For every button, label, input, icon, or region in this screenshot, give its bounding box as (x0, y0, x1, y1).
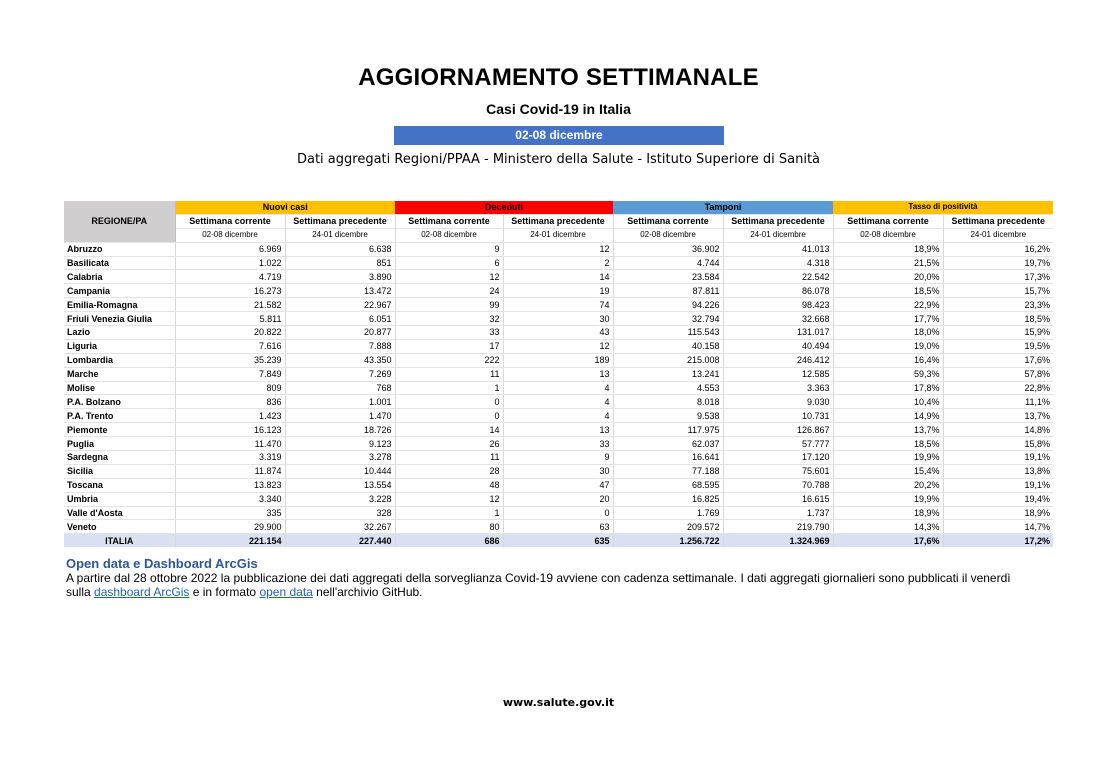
table-row (64, 353, 1053, 367)
table-cell: 18,0% (833, 326, 943, 340)
table-cell: 12 (503, 339, 613, 353)
table-cell: 22.542 (723, 270, 833, 284)
table-cell: 10.731 (723, 409, 833, 423)
table-cell: 48 (395, 478, 503, 492)
region-name: Umbria (64, 492, 175, 506)
table-cell: 222 (395, 353, 503, 367)
table-cell: 19,5% (943, 339, 1053, 353)
table-cell: 4 (503, 409, 613, 423)
table-cell: 40.494 (723, 339, 833, 353)
table-row (64, 409, 1053, 423)
table-cell: 15,8% (943, 437, 1053, 451)
region-name: Puglia (64, 437, 175, 451)
table-cell: 12.585 (723, 367, 833, 381)
table-cell: 18,5% (833, 284, 943, 298)
table-cell: 19,9% (833, 492, 943, 506)
subheader-current-week: Settimana corrente (613, 214, 723, 228)
table-cell: 62.037 (613, 437, 723, 451)
data-source-note: Dati aggregati Regioni/PPAA - Ministero della Salute - Istituto Superiore di Sanità (296, 152, 821, 167)
table-cell: 57,8% (943, 367, 1053, 381)
table-cell: 11.470 (175, 437, 285, 451)
region-name: Piemonte (64, 423, 175, 437)
table-cell: 9.538 (613, 409, 723, 423)
group-header-deaths: Deceduti (395, 201, 613, 214)
table-cell: 86.078 (723, 284, 833, 298)
table-row (64, 437, 1053, 451)
table-cell: 15,7% (943, 284, 1053, 298)
total-label: ITALIA (64, 534, 175, 547)
open-data-text: nell'archivio GitHub. (312, 585, 423, 599)
table-cell: 40.158 (613, 339, 723, 353)
table-cell: 6 (395, 256, 503, 270)
table-row (64, 298, 1053, 312)
table-cell: 851 (285, 256, 395, 270)
region-name: Calabria (64, 270, 175, 284)
table-cell: 13.472 (285, 284, 395, 298)
table-cell: 3.363 (723, 381, 833, 395)
table-cell: 11.874 (175, 464, 285, 478)
table-cell: 16,2% (943, 242, 1053, 256)
table-cell: 7.269 (285, 367, 395, 381)
table-cell: 17,2% (943, 534, 1053, 547)
open-data-paragraph (66, 571, 1066, 599)
table-row (64, 256, 1053, 270)
table-cell: 20.822 (175, 326, 285, 340)
open-data-text: e in formato (189, 585, 260, 599)
table-cell: 9 (503, 451, 613, 465)
table-cell: 3.278 (285, 451, 395, 465)
table-cell: 18,9% (833, 506, 943, 520)
subheader-previous-week: Settimana precedente (285, 214, 395, 228)
table-cell: 98.423 (723, 298, 833, 312)
table-cell: 11 (395, 451, 503, 465)
table-cell: 1.022 (175, 256, 285, 270)
table-cell: 6.051 (285, 312, 395, 326)
table-cell: 1 (395, 506, 503, 520)
table-row (64, 506, 1053, 520)
table-row (64, 312, 1053, 326)
subheader-previous-week: Settimana precedente (503, 214, 613, 228)
table-cell: 9.123 (285, 437, 395, 451)
group-header-positivity-rate: Tasso di positività (833, 201, 1053, 214)
table-cell: 99 (395, 298, 503, 312)
table-cell: 3.319 (175, 451, 285, 465)
table-row (64, 492, 1053, 506)
region-name: Valle d'Aosta (64, 506, 175, 520)
table-cell: 2 (503, 256, 613, 270)
table-cell: 13,7% (943, 409, 1053, 423)
region-name: Liguria (64, 339, 175, 353)
table-cell: 126.867 (723, 423, 833, 437)
date-current-week: 02-08 dicembre (395, 228, 503, 242)
table-cell: 77.188 (613, 464, 723, 478)
table-cell: 5.811 (175, 312, 285, 326)
table-cell: 87.811 (613, 284, 723, 298)
region-name: Friuli Venezia Giulia (64, 312, 175, 326)
region-name: Sardegna (64, 451, 175, 465)
table-cell: 17,6% (943, 353, 1053, 367)
group-header-new-cases: Nuovi casi (175, 201, 395, 214)
table-cell: 32.267 (285, 520, 395, 534)
table-cell: 63 (503, 520, 613, 534)
table-cell: 22,9% (833, 298, 943, 312)
table-cell: 3.228 (285, 492, 395, 506)
table-cell: 13.554 (285, 478, 395, 492)
date-previous-week: 24-01 dicembre (503, 228, 613, 242)
table-cell: 13.823 (175, 478, 285, 492)
table-cell: 9 (395, 242, 503, 256)
table-cell: 33 (503, 437, 613, 451)
table-cell: 18,9% (833, 242, 943, 256)
table-cell: 16.615 (723, 492, 833, 506)
table-cell: 4.744 (613, 256, 723, 270)
table-cell: 10,4% (833, 395, 943, 409)
open-data-text: A partire dal 28 ottobre 2022 la pubblicazione dei dati aggregati della sorveglianza Covid-19 avviene con cadenza settimanale. I dati aggregati giornalieri sono pubblicati il venerdì (66, 571, 1011, 585)
table-cell: 227.440 (285, 534, 395, 547)
table-cell: 0 (503, 506, 613, 520)
region-name: Campania (64, 284, 175, 298)
footer-website: www.salute.gov.it (502, 696, 615, 709)
table-cell: 16.273 (175, 284, 285, 298)
table-cell: 16,4% (833, 353, 943, 367)
table-cell: 1.324.969 (723, 534, 833, 547)
table-body (64, 242, 1053, 534)
table-cell: 11,1% (943, 395, 1053, 409)
page-title: AGGIORNAMENTO SETTIMANALE (358, 64, 759, 91)
region-name: Lombardia (64, 353, 175, 367)
table-row (64, 367, 1053, 381)
table-cell: 768 (285, 381, 395, 395)
table-cell: 215.008 (613, 353, 723, 367)
table-cell: 94.226 (613, 298, 723, 312)
table-cell: 17,6% (833, 534, 943, 547)
table-row (64, 339, 1053, 353)
table-row (64, 520, 1053, 534)
table-cell: 6.969 (175, 242, 285, 256)
subheader-previous-week: Settimana precedente (723, 214, 833, 228)
table-cell: 4 (503, 381, 613, 395)
table-cell: 14,3% (833, 520, 943, 534)
date-current-week: 02-08 dicembre (613, 228, 723, 242)
table-cell: 36.902 (613, 242, 723, 256)
table-cell: 335 (175, 506, 285, 520)
table-cell: 29.900 (175, 520, 285, 534)
table-cell: 4.553 (613, 381, 723, 395)
table-cell: 4.719 (175, 270, 285, 284)
table-cell: 70.788 (723, 478, 833, 492)
region-name: Sicilia (64, 464, 175, 478)
table-row (64, 270, 1053, 284)
open-data-link[interactable]: open data (259, 585, 313, 599)
table-cell: 32.794 (613, 312, 723, 326)
table-cell: 20.877 (285, 326, 395, 340)
table-cell: 41.013 (723, 242, 833, 256)
region-name: Veneto (64, 520, 175, 534)
table-cell: 3.890 (285, 270, 395, 284)
table-cell: 23.584 (613, 270, 723, 284)
region-name: Basilicata (64, 256, 175, 270)
table-row (64, 478, 1053, 492)
table-cell: 75.601 (723, 464, 833, 478)
table-cell: 14,7% (943, 520, 1053, 534)
table-cell: 18,5% (833, 437, 943, 451)
table-cell: 19,1% (943, 478, 1053, 492)
table-cell: 4.318 (723, 256, 833, 270)
table-cell: 809 (175, 381, 285, 395)
subheader-current-week: Settimana corrente (833, 214, 943, 228)
table-cell: 18,5% (943, 312, 1053, 326)
table-cell: 35.239 (175, 353, 285, 367)
table-cell: 7.849 (175, 367, 285, 381)
subheader-current-week: Settimana corrente (395, 214, 503, 228)
table-cell: 17,3% (943, 270, 1053, 284)
table-cell: 17 (395, 339, 503, 353)
table-cell: 131.017 (723, 326, 833, 340)
region-name: Abruzzo (64, 242, 175, 256)
table-cell: 19,4% (943, 492, 1053, 506)
table-row (64, 284, 1053, 298)
table-cell: 209.572 (613, 520, 723, 534)
period-banner: 02-08 dicembre (394, 126, 724, 145)
table-cell: 21,5% (833, 256, 943, 270)
table-cell: 16.641 (613, 451, 723, 465)
table-cell: 14,9% (833, 409, 943, 423)
table-cell: 1.470 (285, 409, 395, 423)
region-name: Toscana (64, 478, 175, 492)
subheader-previous-week: Settimana precedente (943, 214, 1053, 228)
table-cell: 19,0% (833, 339, 943, 353)
date-previous-week: 24-01 dicembre (943, 228, 1053, 242)
table-row (64, 381, 1053, 395)
table-cell: 1.001 (285, 395, 395, 409)
table-cell: 14,8% (943, 423, 1053, 437)
table-cell: 10.444 (285, 464, 395, 478)
open-data-heading: Open data e Dashboard ArcGis (66, 556, 258, 571)
region-name: P.A. Trento (64, 409, 175, 423)
table-cell: 19 (503, 284, 613, 298)
date-previous-week: 24-01 dicembre (723, 228, 833, 242)
table-cell: 635 (503, 534, 613, 547)
table-cell: 14 (503, 270, 613, 284)
table-cell: 18.726 (285, 423, 395, 437)
table-cell: 16.825 (613, 492, 723, 506)
table-cell: 43 (503, 326, 613, 340)
table-cell: 20,2% (833, 478, 943, 492)
date-current-week: 02-08 dicembre (175, 228, 285, 242)
region-column-header: REGIONE/PA (64, 201, 175, 242)
table-cell: 9.030 (723, 395, 833, 409)
table-cell: 68.595 (613, 478, 723, 492)
table-row (64, 423, 1053, 437)
table-cell: 43.350 (285, 353, 395, 367)
table-cell: 32 (395, 312, 503, 326)
total-row (64, 534, 1053, 547)
table-cell: 686 (395, 534, 503, 547)
table-row (64, 464, 1053, 478)
table-cell: 59,3% (833, 367, 943, 381)
subheader-current-week: Settimana corrente (175, 214, 285, 228)
table-cell: 20,0% (833, 270, 943, 284)
table-cell: 24 (395, 284, 503, 298)
table-cell: 117.975 (613, 423, 723, 437)
table-cell: 21.582 (175, 298, 285, 312)
table-cell: 18,9% (943, 506, 1053, 520)
table-cell: 19,1% (943, 451, 1053, 465)
table-cell: 328 (285, 506, 395, 520)
table-cell: 22.967 (285, 298, 395, 312)
table-cell: 1 (395, 381, 503, 395)
table-cell: 12 (395, 492, 503, 506)
table-cell: 57.777 (723, 437, 833, 451)
table-cell: 219.790 (723, 520, 833, 534)
table-cell: 30 (503, 312, 613, 326)
table-cell: 1.256.722 (613, 534, 723, 547)
table-row (64, 395, 1053, 409)
table-cell: 26 (395, 437, 503, 451)
table-cell: 189 (503, 353, 613, 367)
table-cell: 6.638 (285, 242, 395, 256)
table-cell: 7.616 (175, 339, 285, 353)
table-cell: 1.423 (175, 409, 285, 423)
table-cell: 115.543 (613, 326, 723, 340)
table-row (64, 242, 1053, 256)
table-cell: 13 (503, 367, 613, 381)
table-cell: 0 (395, 395, 503, 409)
page-subtitle: Casi Covid-19 in Italia (486, 101, 631, 117)
region-name: Emilia-Romagna (64, 298, 175, 312)
table-cell: 221.154 (175, 534, 285, 547)
open-data-text: sulla (66, 585, 95, 599)
table-cell: 13 (503, 423, 613, 437)
date-current-week: 02-08 dicembre (833, 228, 943, 242)
region-name: P.A. Bolzano (64, 395, 175, 409)
table-cell: 11 (395, 367, 503, 381)
dashboard-arcgis-link[interactable]: dashboard ArcGis (94, 585, 190, 599)
table-cell: 13,8% (943, 464, 1053, 478)
region-name: Molise (64, 381, 175, 395)
table-cell: 0 (395, 409, 503, 423)
table-cell: 4 (503, 395, 613, 409)
table-cell: 14 (395, 423, 503, 437)
table-cell: 33 (395, 326, 503, 340)
table-cell: 12 (503, 242, 613, 256)
date-previous-week: 24-01 dicembre (285, 228, 395, 242)
table-cell: 7.888 (285, 339, 395, 353)
table-cell: 30 (503, 464, 613, 478)
table-cell: 74 (503, 298, 613, 312)
table-cell: 17,8% (833, 381, 943, 395)
table-cell: 17,7% (833, 312, 943, 326)
table-cell: 17.120 (723, 451, 833, 465)
table-cell: 47 (503, 478, 613, 492)
table-cell: 836 (175, 395, 285, 409)
table-cell: 1.737 (723, 506, 833, 520)
region-name: Marche (64, 367, 175, 381)
table-cell: 22,8% (943, 381, 1053, 395)
table-cell: 3.340 (175, 492, 285, 506)
table-cell: 1.769 (613, 506, 723, 520)
table-cell: 15,9% (943, 326, 1053, 340)
table-cell: 23,3% (943, 298, 1053, 312)
table-cell: 19,7% (943, 256, 1053, 270)
table-cell: 13.241 (613, 367, 723, 381)
table-row (64, 451, 1053, 465)
table-row (64, 326, 1053, 340)
table-cell: 28 (395, 464, 503, 478)
table-cell: 15,4% (833, 464, 943, 478)
table-cell: 12 (395, 270, 503, 284)
table-cell: 32.668 (723, 312, 833, 326)
table-cell: 13,7% (833, 423, 943, 437)
table-cell: 20 (503, 492, 613, 506)
table-cell: 8.018 (613, 395, 723, 409)
table-cell: 19,9% (833, 451, 943, 465)
table-cell: 246.412 (723, 353, 833, 367)
group-header-tests: Tamponi (613, 201, 833, 214)
covid-weekly-table (64, 201, 1053, 547)
table-cell: 16.123 (175, 423, 285, 437)
region-name: Lazio (64, 326, 175, 340)
table-cell: 80 (395, 520, 503, 534)
